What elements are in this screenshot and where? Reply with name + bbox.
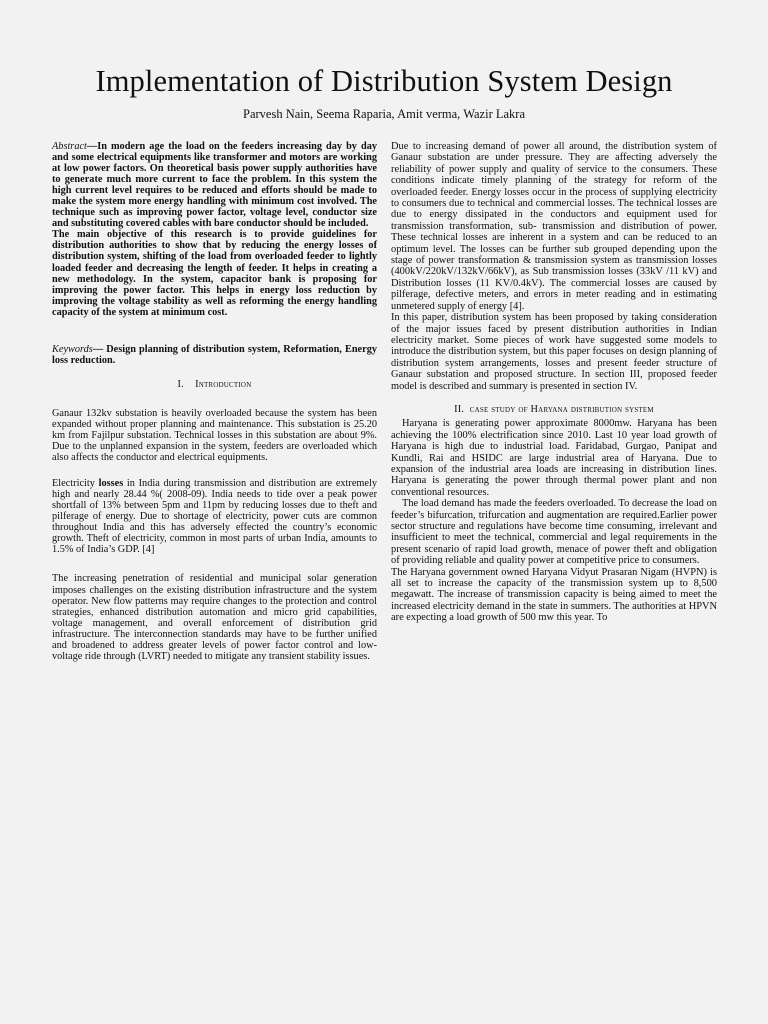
keywords-dash: — [92, 343, 104, 355]
section-1-heading [52, 379, 377, 390]
right-paragraph-2: In this paper, distribution system has been proposed by taking consideration of the major issues faced by present distribution authorities in Indian electricity market. Some pieces of work have suggested some models to introduce the distribution system, but this paper focuses on design planning of distribution system arrangements, losses and present feeder structure of Ganaur substation and proposed structure. In section III, proposed feeder model is described and summary is presented in section IV. [391, 312, 717, 392]
right-paragraph-1: Due to increasing demand of power all around, the distribution system of Ganaur substation are under pressure. They are affecting adversely the reliability of power supply and quality of service to the consumers. These conditions indicate timely planning of the strategy for reform of the overloaded feeder. Energy losses occur in the process of supplying electricity to consumers due to technical and commercial losses. The technical losses are due to energy dissipated in the conductors and equipment used for transmission transformation, sub- transmission and distribution of power. These technical losses are inherent in a system and can be reduced to an optimum level. The losses can be further sub grouped depending upon the stage of power transformation & transmission system as transmission losses (400kV/220kV/132kV/66kV), as Sub transmission losses (33kV /11 kV) and Distribution losses (11 KV/0.4kV). The commercial losses are caused by pilferage, defective meters, and errors in meter reading and in estimating unmetered supply of energy [4]. [391, 141, 717, 312]
intro-paragraph-3: The increasing penetration of residential and municipal solar generation imposes challenges on the existing distribution infrastructure and the system operator. New flow patterns may require changes to the protection and control strategies, enhanced distribution automation and micro grid capabilities, voltage management, and overall enforcement of distribution grid infrastructure. The interconnection standards may have to be further unified and broadened to address greater levels of power factor control and low-voltage ride through (LVRT) needed to mitigate any transient stability issues. [52, 573, 377, 662]
section-1-title: Introduction [195, 378, 252, 390]
paper-title: Implementation of Distribution System Design [95, 64, 673, 98]
section-2-number: II. [454, 403, 465, 415]
intro-paragraph-2 [52, 478, 377, 555]
left-column [52, 141, 377, 662]
intro-p2-rest: in India during transmission and distribution are extremely high and nearly 28.44 %( 2008-09). India needs to tide over a peak power shortfall of 13% between 5pm and 11pm by reducing losses due to theft and pilferage of energy. Due to shortage of electricity, power cuts are common throughout India and this has adversely effected the country’s economic growth. Theft of electricity, common in most parts of urban India, amounts to 1.5% of India’s GDP. [4] [52, 478, 377, 556]
section-2-title: case study of Haryana distribution system [469, 403, 654, 415]
case-study-paragraph-3: The Haryana government owned Haryana Vidyut Prasaran Nigam (HVPN) is all set to increase the capacity of the transmission system up to 8,500 megawatt. The increase of transmission capacity is being aimed to meet the increased electricity demand in the state in summers. The authorities at HPVN are expecting a load growth of 500 mw this year. To [391, 566, 717, 624]
case-study-paragraph-1: Haryana is generating power approximate 8000mw. Haryana has been achieving the 100% electrification since 2010. Last 10 year load growth of Haryana is high due to industrial load. Faridabad, Gurgao, Panipat and Kundli, Rai and HSIDC are large industrial area of Haryana. Due to expansion of the industrial area loads are increasing in distribution lines. Haryana is generating the power through thermal power plant and non conventional resources. [391, 418, 717, 498]
intro-paragraph-1: Ganaur 132kv substation is heavily overloaded because the system has been expanded without proper planning and maintenance. This substation is 25.20 km from Fajilpur substation. Technical losses in this substation are about 9%. Due to the unplanned expansion in the system, feeders are overloaded which also affects the conductor and electrical equipments. [52, 407, 377, 464]
keywords-text: Design planning of distribution system, Reformation, Energy loss reduction. [52, 343, 377, 366]
abstract-paragraph-2: The main objective of this research is to provide guidelines for distribution authorities to show that by reducing the energy losses of distribution system, shifting of the load from overloaded feeder to lightly loaded feeder and decreasing the length of feeder. It helps in creating a new methodology. In the system, capacitor bank is proposing for improving the power factor. This helps in energy loss reduction by improving the voltage stability as well as reforming the energy handling capacity of the system at minimum cost. [52, 229, 377, 318]
keywords [52, 344, 377, 366]
case-study-paragraph-2: The load demand has made the feeders overloaded. To decrease the load on feeder’s bifurcation, trifurcation and augmentation are required.Earlier power sector structure and regulations have become time consuming, irrelevant and insufficient to meet the technical, commercial and legal requirements in the present scenario of rapid load growth, menace of power theft and obligation of providing reliable and quality power at competitive price to consumers. [391, 498, 717, 567]
abstract-dash: — [86, 141, 98, 152]
abstract-label: Abstract [52, 141, 87, 152]
abstract-text-1: In modern age the load on the feeders increasing day by day and some electrical equipments like transformer and motors are working at low power factors. On theoretical basis power supply authorities have to generate much more current to face the problem. In this system the high current level requires to be reduced and efforts should be made to make the system more energy handling with minimum cost involved. The technique such as improving power factor, voltage level, conductor size and substituting covered cables with bare conductor should be included. [52, 141, 377, 230]
intro-p2-bold: losses [98, 478, 124, 490]
right-column [391, 141, 717, 624]
abstract-paragraph-1 [52, 141, 377, 229]
paper-authors: Parvesh Nain, Seema Raparia, Amit verma, Wazir Lakra [243, 107, 525, 121]
section-1-number: I. [177, 378, 184, 390]
section-2-heading [391, 404, 717, 415]
keywords-label: Keywords [52, 343, 93, 355]
intro-p2-start: Electricity [52, 478, 99, 490]
